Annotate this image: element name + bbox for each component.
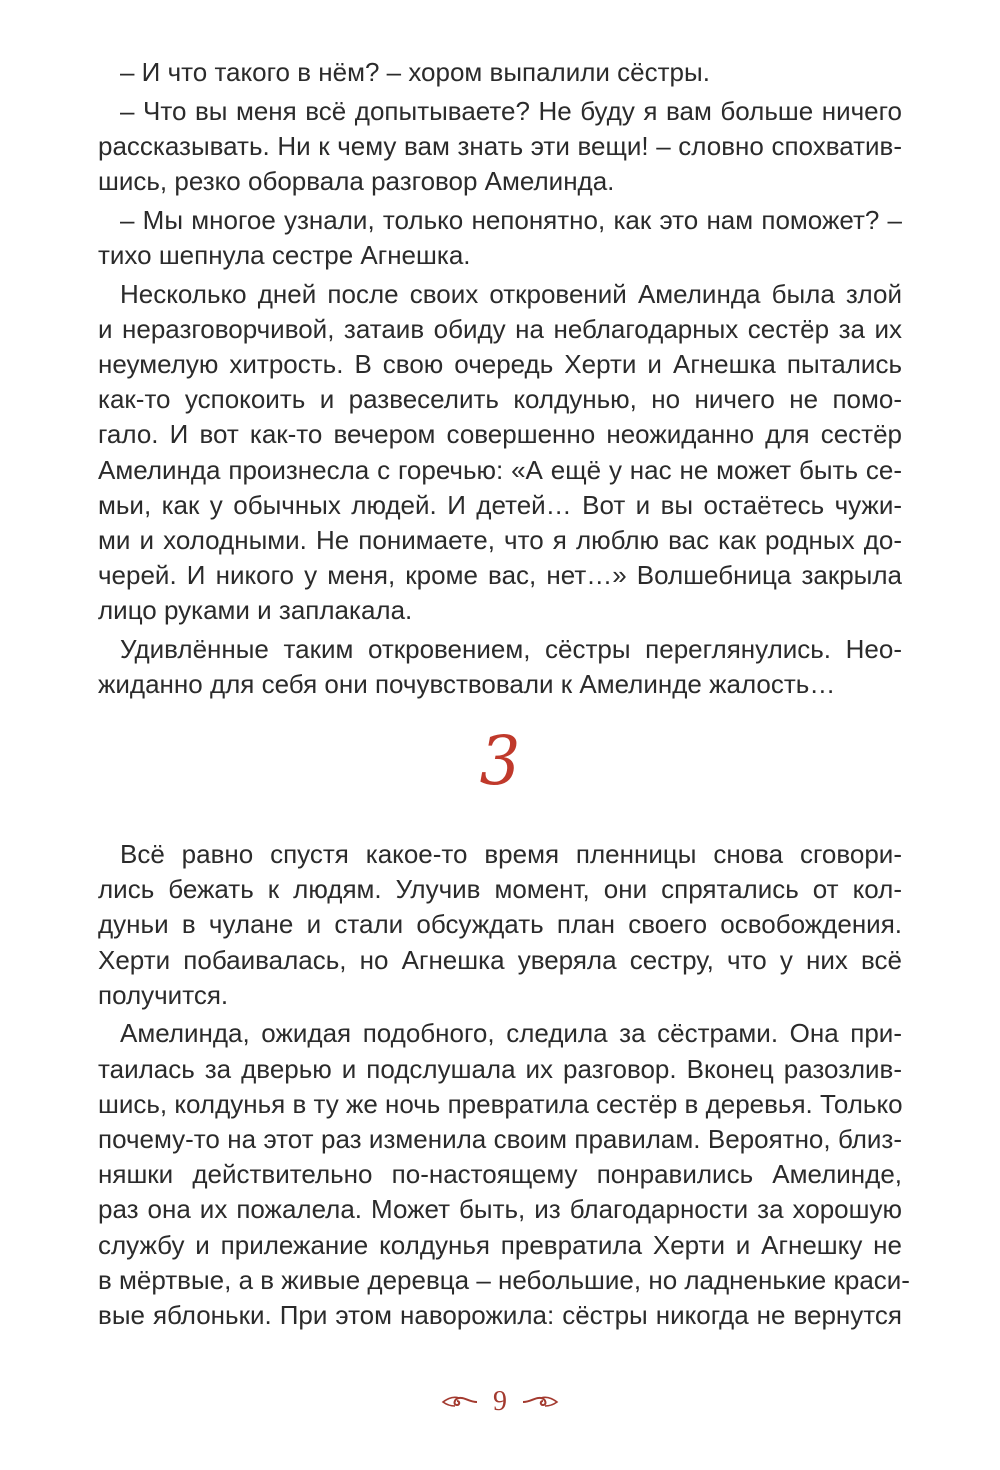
text-line: – Мы многое узнали, только непонятно, как это нам поможет? – (120, 204, 902, 235)
text-line: и неразговорчивой, затаив обиду на неблагодарных сестёр за их (98, 313, 902, 344)
page-footer (0, 1386, 1000, 1418)
text-line: лись бежать к людям. Улучив момент, они спрятались от кол- (98, 874, 902, 905)
text-line: неумелую хитрость. В свою очередь Херти и Агнешка пытались (98, 349, 902, 379)
paragraph (98, 94, 902, 200)
text-line: почему-то на этот раз изменила своим правилам. Вероятно, близ- (98, 1124, 902, 1154)
text-line: Всё равно спустя какое-то время пленницы снова сговори- (120, 839, 902, 869)
text-line: жиданно для себя они почувствовали к Амелинде жалость… (98, 669, 836, 700)
text-line: раз она их пожалела. Может быть, из благодарности за хорошую (98, 1194, 902, 1225)
text-line: ми и холодными. Не понимаете, что я люблю вас как родных до- (98, 524, 902, 555)
text-line: службу и прилежание колдунья превратила Херти и Агнешку не (98, 1229, 902, 1260)
paragraph (98, 837, 902, 1013)
text-block-2 (98, 837, 910, 1333)
paragraph (98, 277, 902, 629)
text-line: Несколько дней после своих откровений Амелинда была злой (120, 278, 902, 309)
text-line: Амелинда, ожидая подобного, следила за сёстрами. Она при- (120, 1018, 902, 1049)
text-block-1 (98, 55, 902, 702)
text-line: – И что такого в нём? – хором выпалили сёстры. (120, 57, 710, 87)
text-line: Амелинда произнесла с горечью: «А ещё у нас не может быть се- (98, 454, 902, 485)
text-line: таилась за дверью и подслушала их разговор. Вконец разозлив- (98, 1053, 902, 1084)
text-line: дуньи в чулане и стали обсуждать план своего освобождения. (98, 909, 902, 940)
right-ornament-icon (521, 1393, 559, 1410)
text-line: Удивлённые таким откровением, сёстры переглянулись. Нео- (120, 634, 902, 664)
text-line: как-то успокоить и развеселить колдунью, но ничего не помо- (98, 384, 902, 415)
text-line: вые яблоньки. При этом наворожила: сёстры никогда не вернутся (98, 1299, 902, 1330)
chapter-number: 3 (479, 723, 521, 801)
paragraph (98, 632, 902, 702)
left-ornament-icon (441, 1393, 483, 1410)
text-line: мьи, как у обычных людей. И детей… Вот и вы остаётесь чужи- (98, 489, 902, 520)
text-line: гало. И вот как-то вечером совершенно неожиданно для сестёр (98, 419, 902, 450)
paragraph (98, 203, 902, 273)
text-line: получится. (98, 979, 229, 1010)
text-line: в мёртвые, а в живые деревца – небольшие, но ладненькие краси- (98, 1264, 910, 1295)
text-line: няшки действительно по-настоящему понравились Амелинде, (98, 1159, 902, 1190)
paragraph (98, 55, 902, 90)
text-line: шись, резко оборвала разговор Амелинда. (98, 166, 615, 197)
text-line: черей. И никого у меня, кроме вас, нет…» Волшебница закрыла (98, 560, 902, 591)
text-line: Херти побаивалась, но Агнешка уверяла сестру, что у них всё (98, 944, 902, 975)
text-line: шись, колдунья в ту же ночь превратила сестёр в деревья. Только (98, 1088, 903, 1119)
text-line: тихо шепнула сестре Агнешка. (98, 239, 471, 270)
text-line: лицо руками и заплакала. (98, 595, 413, 626)
text-line: рассказывать. Ни к чему вам знать эти вещи! – словно спохватив- (98, 130, 902, 161)
paragraph (98, 1016, 910, 1333)
page-number: 9 (493, 1386, 507, 1417)
chapter-heading (0, 723, 1000, 801)
text-line: – Что вы меня всё допытываете? Не буду я вам больше ничего (120, 95, 902, 126)
